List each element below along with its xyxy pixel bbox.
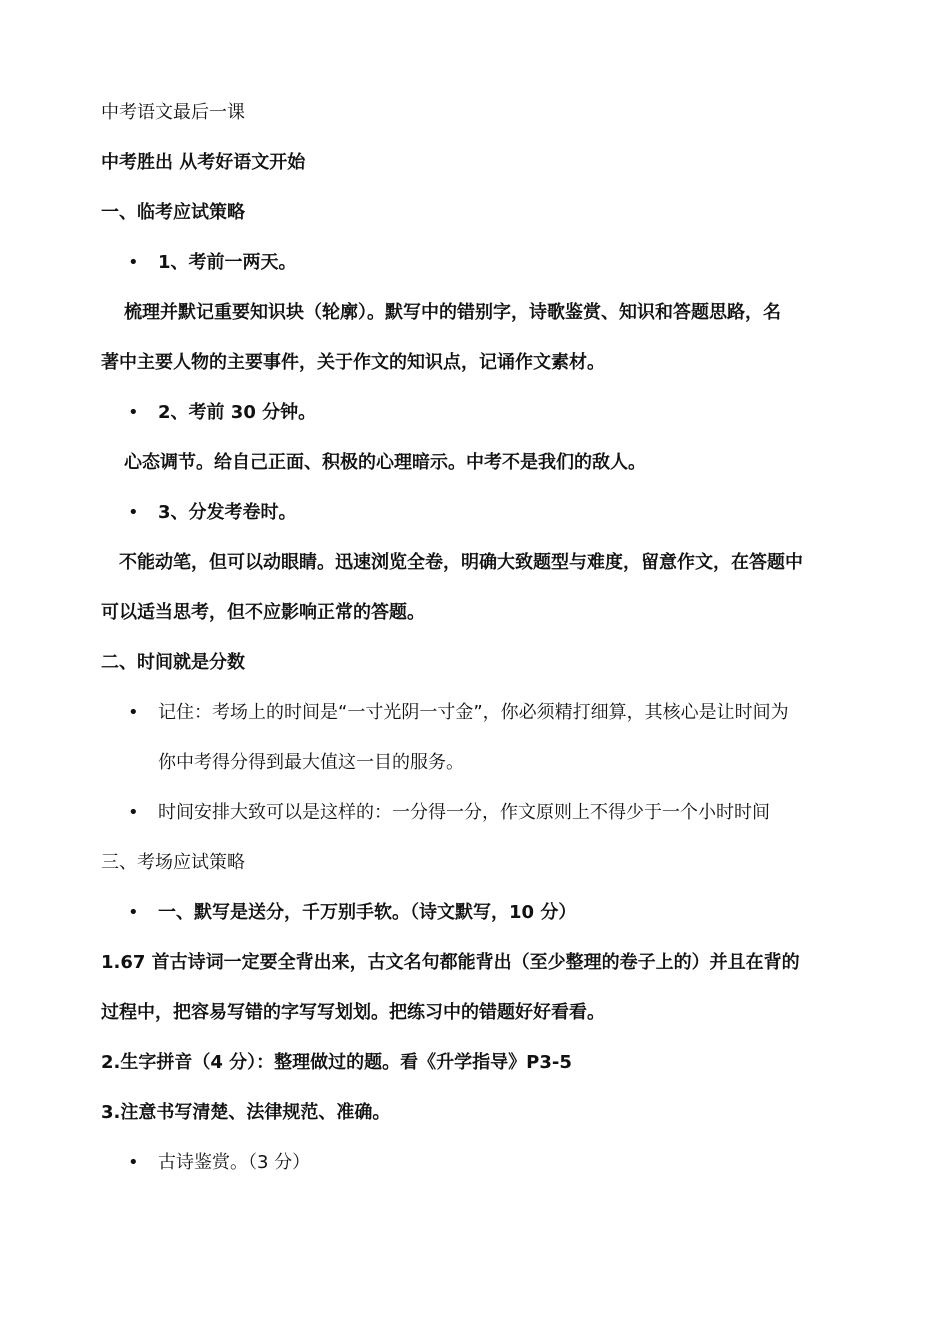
s1-paragraph-1-line-1: 梳理并默记重要知识块（轮廓）。默写中的错别字，诗歌鉴赏、知识和答题思路，名 <box>124 302 781 323</box>
s1-paragraph-2: 心态调节。给自己正面、积极的心理暗示。中考不是我们的敌人。 <box>124 452 646 473</box>
s2-bullet-1-line-1: 记住：考场上的时间是“一寸光阴一寸金”，你必须精打细算，其核心是让时间为 <box>158 702 789 723</box>
s1-paragraph-3-line-2: 可以适当思考，但不应影响正常的答题。 <box>101 602 425 623</box>
s3-bullet-1: 一、默写是送分，千万别手软。（诗文默写，10 分） <box>158 902 577 923</box>
s1-paragraph-3-line-1: 不能动笔，但可以动眼睛。迅速浏览全卷，明确大致题型与难度，留意作文，在答题中 <box>119 552 803 573</box>
bullet-icon: • <box>128 902 139 923</box>
bullet-icon: • <box>128 402 139 423</box>
bullet-icon: • <box>128 502 139 523</box>
s3-paragraph-1-line-1: 1.67 首古诗词一定要全背出来，古文名句都能背出（至少整理的卷子上的）并且在背的 <box>101 952 800 973</box>
doc-title: 中考语文最后一课 <box>101 102 245 123</box>
s3-paragraph-1-line-2: 过程中，把容易写错的字写写划划。把练习中的错题好好看看。 <box>101 1002 605 1023</box>
s1-item-2: 2、考前 30 分钟。 <box>158 402 317 423</box>
s1-item-3: 3、分发考卷时。 <box>158 502 297 523</box>
s2-bullet-1-line-2: 你中考得分得到最大值这一目的服务。 <box>158 752 464 773</box>
section-3-heading: 三、考场应试策略 <box>101 852 245 873</box>
bullet-icon: • <box>128 802 139 823</box>
s3-paragraph-3: 3.注意书写清楚、法律规范、准确。 <box>101 1102 391 1123</box>
section-2-heading: 二、时间就是分数 <box>101 652 245 673</box>
section-1-heading: 一、临考应试策略 <box>101 202 245 223</box>
bullet-icon: • <box>128 252 139 273</box>
bullet-icon: • <box>128 702 139 723</box>
s3-bullet-2: 古诗鉴赏。（3 分） <box>158 1152 311 1173</box>
s1-item-1: 1、考前一两天。 <box>158 252 297 273</box>
s3-paragraph-2: 2.生字拼音（4 分）：整理做过的题。看《升学指导》P3-5 <box>101 1052 572 1073</box>
bullet-icon: • <box>128 1152 139 1173</box>
doc-subtitle: 中考胜出 从考好语文开始 <box>101 152 306 173</box>
s1-paragraph-1-line-2: 著中主要人物的主要事件，关于作文的知识点，记诵作文素材。 <box>101 352 605 373</box>
s2-bullet-2: 时间安排大致可以是这样的：一分得一分，作文原则上不得少于一个小时时间 <box>158 802 770 823</box>
